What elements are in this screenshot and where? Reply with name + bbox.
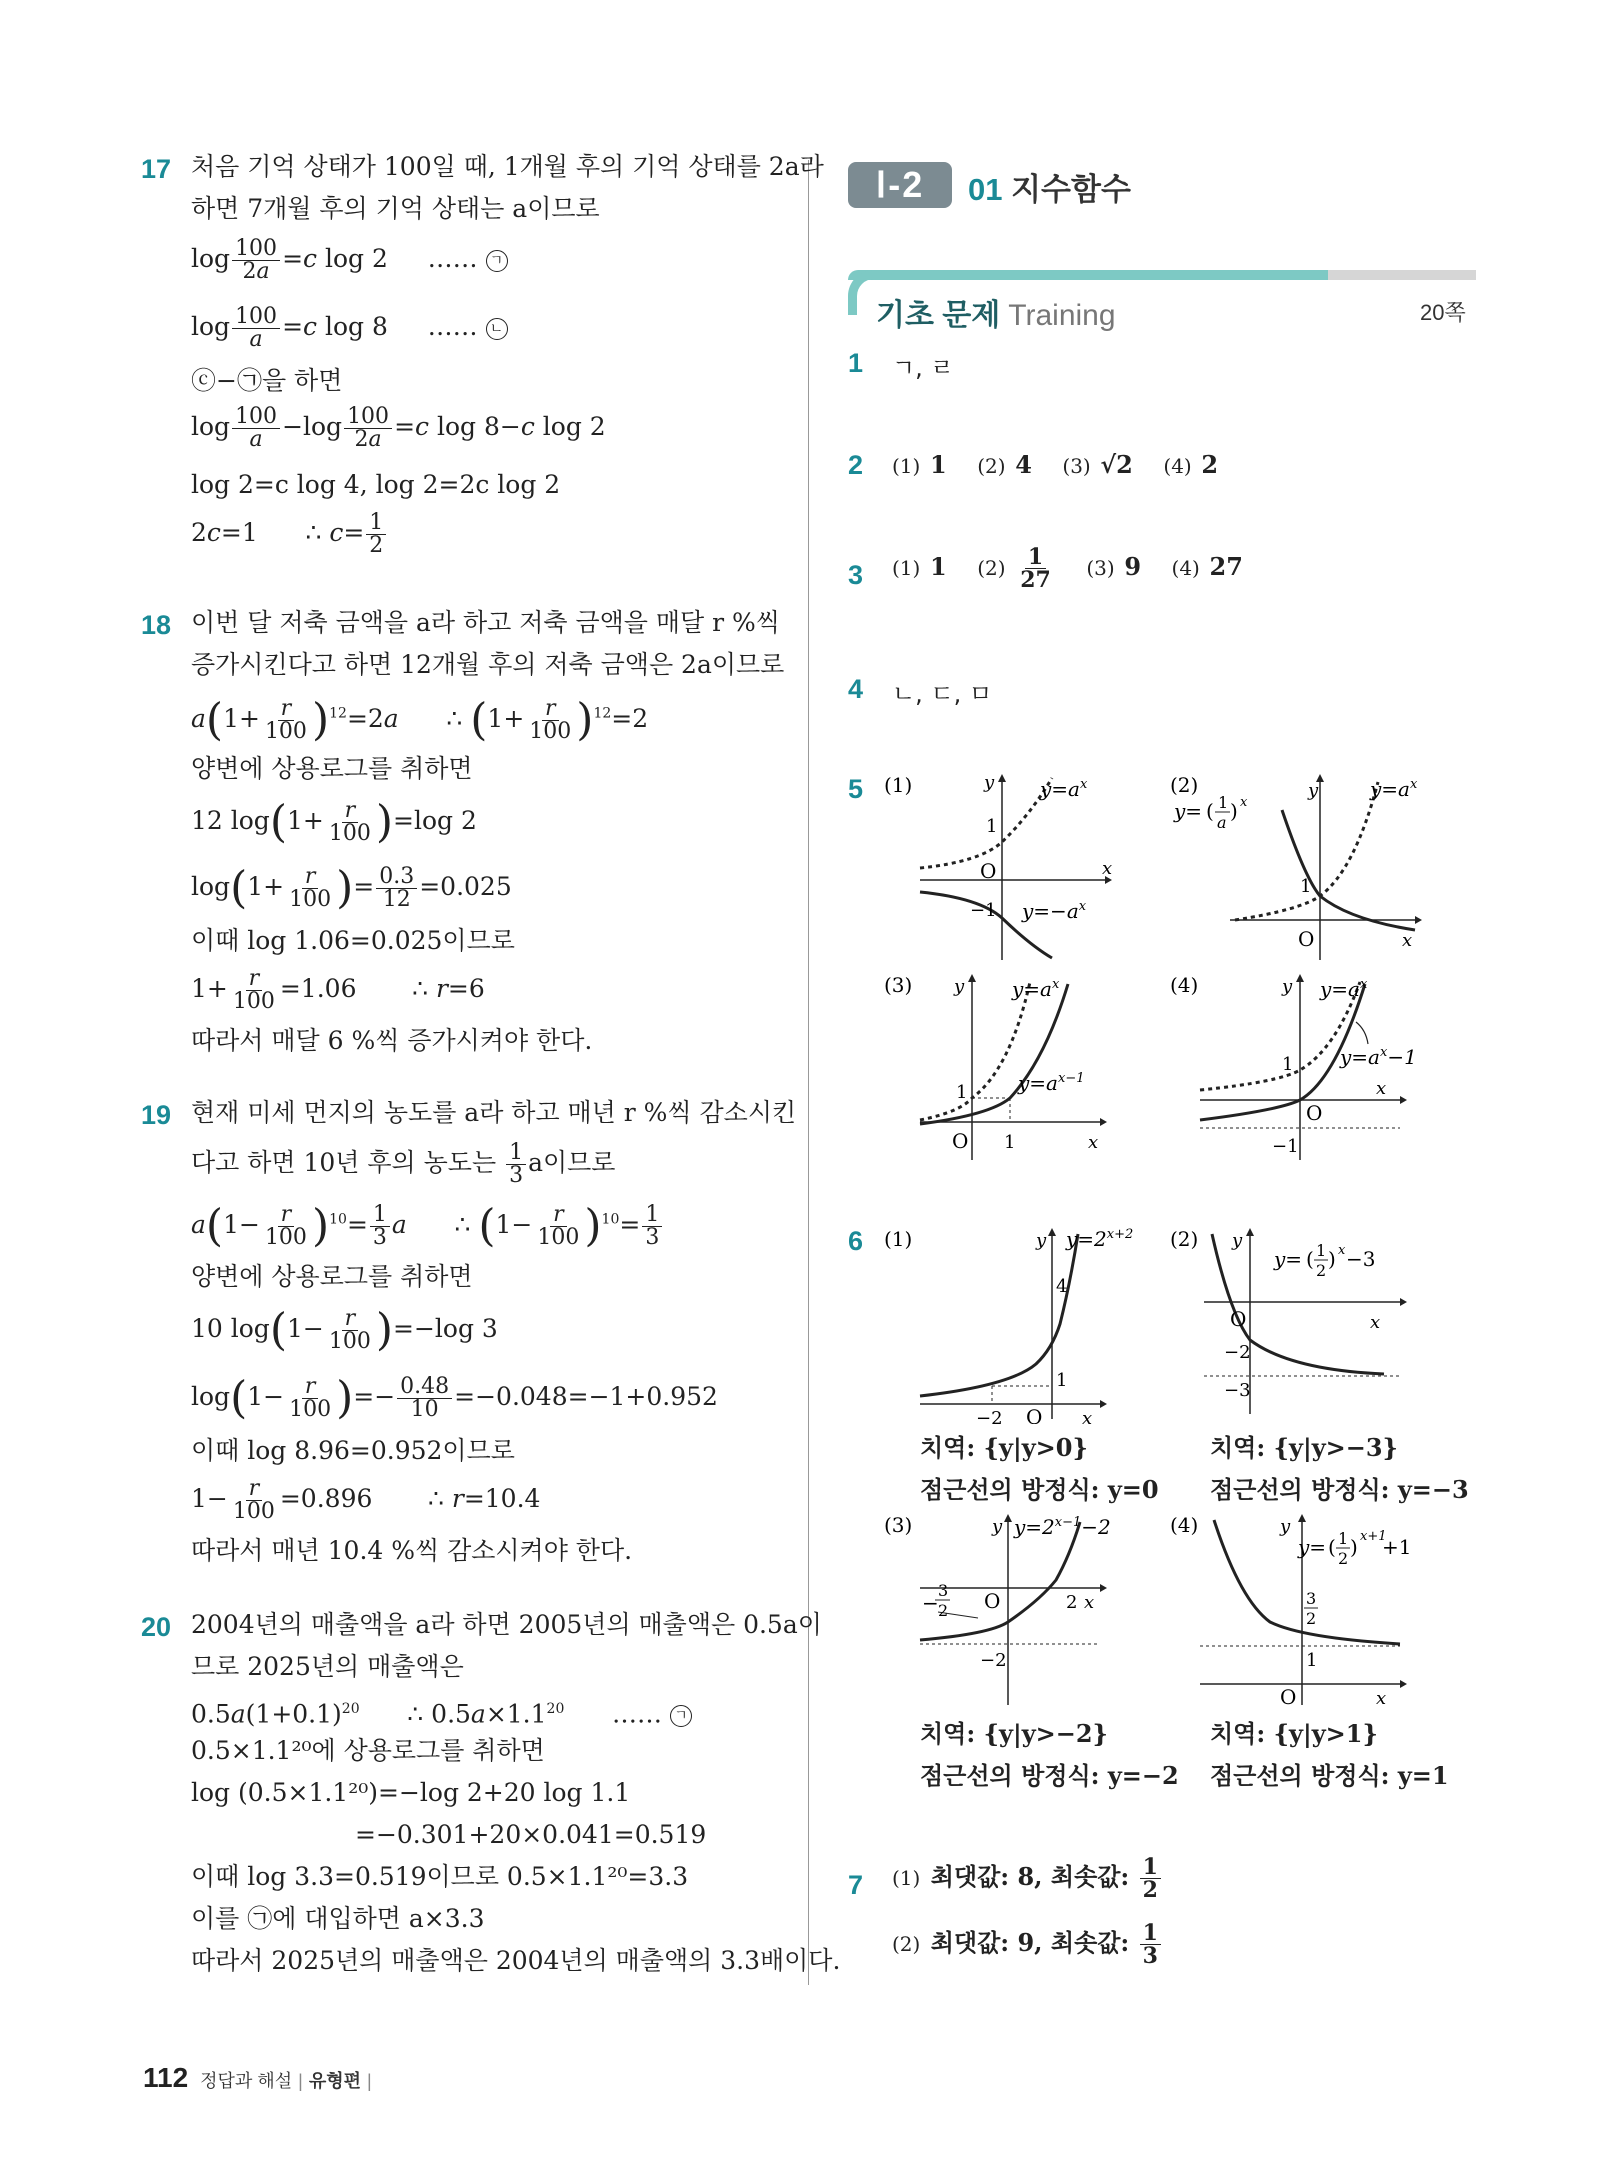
- section-title-en: Training: [1008, 299, 1116, 332]
- svg-text:(: (: [1206, 799, 1214, 823]
- svg-text:O: O: [952, 1129, 969, 1153]
- svg-text:): ): [1328, 1247, 1336, 1271]
- answer-number: 6: [848, 1226, 864, 1256]
- svg-text:y=: y=: [1174, 799, 1203, 823]
- equation-line: 2c=1 ∴ c= $\frac{1}{2}$: [191, 512, 388, 557]
- graph-5-4: [1170, 970, 1430, 1170]
- page-footer: 112 정답과 해설 | 유형편 |: [143, 2062, 372, 2093]
- svg-text:−: −: [922, 1591, 939, 1615]
- equation-line: log $\frac{100}{2a}$ =c log 2 …… ㄱ: [191, 238, 508, 283]
- svg-text:x: x: [1102, 858, 1113, 879]
- svg-text:1: 1: [1218, 793, 1229, 812]
- svg-text:1: 1: [1316, 1241, 1327, 1260]
- solution-line: 하면 7개월 후의 기억 상태는 a이므로: [191, 194, 600, 223]
- svg-text:O: O: [980, 859, 997, 883]
- answer-number: 1: [848, 348, 864, 378]
- svg-text:1: 1: [956, 1082, 968, 1103]
- svg-text:(2): (2): [1170, 1227, 1199, 1251]
- svg-text:y=2x−1−2: $y=2^{x-1}-2$: [1014, 1515, 1111, 1539]
- svg-text:y: y: [992, 1516, 1003, 1537]
- svg-text:y=ax−1: $y=a^x-1$: [1340, 1045, 1417, 1069]
- svg-text:(4): (4): [1170, 1513, 1199, 1537]
- equation-line: 12 log(1+ $\frac{r}{100}$ )=log 2: [191, 796, 477, 848]
- solution-line: 이때 log 3.3=0.519이므로 0.5×1.1²⁰=3.3: [191, 1862, 689, 1891]
- graph-6-2: [1170, 1224, 1450, 1424]
- solution-line: 양변에 상용로그를 취하면: [191, 754, 473, 783]
- book-part: 유형편: [308, 2071, 361, 2091]
- svg-text:x: x: [1376, 1688, 1387, 1709]
- solution-line: 2004년의 매출액을 a라 하면 2005년의 매출액은 0.5a이: [191, 1610, 822, 1639]
- svg-text:O: O: [1026, 1405, 1043, 1424]
- problem-number: 19: [141, 1100, 172, 1130]
- answer-number: 5: [848, 774, 864, 804]
- book-title: 정답과 해설: [200, 2071, 293, 2091]
- sub-label: (1): [884, 773, 913, 797]
- solution-line: 따라서 매년 10.4 %씩 감소시켜야 한다.: [191, 1536, 633, 1565]
- asymptote-6-1: 점근선의 방정식: y=0: [920, 1475, 1159, 1504]
- equation-line: 1+ $\frac{r}{100}$ =1.06 ∴ r=6: [191, 966, 485, 1014]
- section-bar-gray: [1328, 270, 1476, 280]
- svg-text:y=ax: $y=a^x$: [1040, 777, 1088, 801]
- svg-text:x+1: x+1: [1360, 1529, 1387, 1544]
- svg-text:y=ax: $y=a^x$: [1012, 977, 1060, 1001]
- svg-text:2: 2: [938, 1601, 949, 1620]
- answer-text: ㄴ, ㄷ, ㅁ: [892, 680, 993, 708]
- answer-text-2: 최댓값: 9, 최솟값:: [930, 1928, 1130, 1957]
- solution-line: 0.5×1.1²⁰에 상용로그를 취하면: [191, 1736, 545, 1765]
- graph-6-3: [880, 1510, 1140, 1710]
- graph-5-1: [880, 770, 1130, 970]
- svg-text:1: 1: [1282, 1054, 1294, 1075]
- svg-text:x: x: [1376, 1078, 1387, 1099]
- solution-text: a이므로: [528, 1148, 616, 1177]
- svg-text:y: y: [984, 772, 995, 793]
- svg-text:(: (: [1328, 1535, 1336, 1559]
- answer-text: (2) 최댓값: 9, 최솟값: $\frac{1}{3}$: [892, 1922, 1163, 1967]
- svg-text:(3): (3): [884, 1513, 913, 1537]
- range-6-3: 치역: {y|y>−2}: [920, 1719, 1108, 1748]
- equation-line: 10 log(1− $\frac{r}{100}$ )=−log 3: [191, 1304, 498, 1356]
- svg-text:y: y: [1036, 1230, 1047, 1251]
- equation-line: log 2=c log 4, log 2=2c log 2: [191, 470, 561, 499]
- svg-text:O: O: [984, 1589, 1001, 1613]
- solution-line: 따라서 2025년의 매출액은 2004년의 매출액의 3.3배이다.: [191, 1946, 841, 1975]
- graph-6-1: [880, 1224, 1140, 1424]
- equation-line: a(1+ $\frac{r}{100}$ )$^{12}$=2a ∴ (1+ $\frac{r}{100}$ )$^{12}$=2: [191, 694, 649, 746]
- solution-text: 다고 하면 10년 후의 농도는: [191, 1148, 497, 1177]
- svg-text:y: y: [1232, 1230, 1243, 1251]
- page-title: [968, 164, 1131, 209]
- asymptote-6-4: 점근선의 방정식: y=1: [1210, 1761, 1449, 1790]
- svg-text:a: a: [1217, 813, 1227, 832]
- svg-text:−2: −2: [976, 1408, 1003, 1424]
- svg-text:(2): (2): [1170, 773, 1199, 797]
- answer-number: 3: [848, 560, 864, 590]
- solution-line: 이때 log 1.06=0.025이므로: [191, 926, 515, 955]
- section-page-ref: 20쪽: [1420, 300, 1466, 325]
- svg-text:−2: −2: [980, 1650, 1007, 1671]
- graph-5-3: [880, 970, 1130, 1170]
- solution-line: ⓒ−㉠을 하면: [191, 366, 343, 395]
- svg-text:1: 1: [986, 816, 998, 837]
- column-divider: [808, 160, 809, 1985]
- equation-line: a(1− $\frac{r}{100}$ )$^{10}$= $\frac{1}{3}$ a ∴ (1− $\frac{r}{100}$ )$^{10}$= $\frac{1}{3}$: [191, 1204, 664, 1249]
- svg-text:): ): [1230, 799, 1238, 823]
- svg-text:3: 3: [1306, 1589, 1317, 1608]
- svg-text:2: 2: [1306, 1609, 1317, 1628]
- answer-text: ㄱ, ㄹ: [892, 354, 954, 382]
- svg-text:−1: −1: [970, 900, 997, 921]
- answer-number: 7: [848, 1870, 864, 1900]
- svg-text:y=2x+2: $y=2^{x+2}$: [1066, 1227, 1134, 1251]
- problem-number: 17: [141, 154, 172, 184]
- solution-line: 이를 ㉠에 대입하면 a×3.3: [191, 1904, 485, 1933]
- svg-text:(3): (3): [884, 973, 913, 997]
- equation-line: 1− $\frac{r}{100}$ =0.896 ∴ r=10.4: [191, 1476, 541, 1524]
- svg-text:y: y: [1282, 976, 1293, 997]
- svg-text:−2: −2: [1224, 1342, 1251, 1363]
- solution-line: 현재 미세 먼지의 농도를 a라 하고 매년 r %씩 감소시킨: [191, 1098, 797, 1127]
- svg-text:O: O: [1298, 927, 1315, 951]
- range-6-2: 치역: {y|y>−3}: [1210, 1433, 1398, 1462]
- graph-5-2: [1170, 770, 1430, 970]
- svg-text:y=ax: $y=a^x$: [1370, 777, 1418, 801]
- solution-line: 증가시킨다고 하면 12개월 후의 저축 금액은 2a이므로: [191, 650, 785, 679]
- solution-line: 이때 log 8.96=0.952이므로: [191, 1436, 515, 1465]
- svg-text:x: x: [1402, 930, 1413, 951]
- svg-text:y=ax−1: $y=a^{x-1}$: [1018, 1071, 1085, 1095]
- svg-text:(: (: [1306, 1247, 1314, 1271]
- equation-line: =−0.301+20×0.041=0.519: [355, 1820, 707, 1849]
- range-6-4: 치역: {y|y>1}: [1210, 1719, 1378, 1748]
- section-title: [876, 290, 1116, 334]
- equation-line: log $\frac{100}{a}$ −log $\frac{100}{2a}$ =c log 8−c log 2: [191, 404, 606, 452]
- solution-line: 다고 하면 10년 후의 농도는 $\frac{1}{3}$ a이므로: [191, 1140, 616, 1188]
- svg-text:x: x: [1370, 1312, 1381, 1333]
- answer-text: (1) 1 (2) $\frac{1}{27}$ (3) 9 (4) 27: [892, 544, 1243, 593]
- answer-text: (1) 1 (2) 4 (3) √2 (4) 2: [892, 450, 1219, 479]
- equation-line: log(1+ $\frac{r}{100}$ )= $\frac{0.3}{12}$ =0.025: [191, 862, 512, 914]
- solution-line: 따라서 매달 6 %씩 증가시켜야 한다.: [191, 1026, 593, 1055]
- svg-text:x: x: [1082, 1408, 1093, 1424]
- svg-text:x: x: [1088, 1132, 1099, 1153]
- asymptote-6-2: 점근선의 방정식: y=−3: [1210, 1475, 1469, 1504]
- section-title-ko: 기초 문제: [876, 299, 1001, 332]
- svg-text:2: 2: [1338, 1549, 1349, 1568]
- svg-text:): ): [1350, 1535, 1358, 1559]
- solution-line: 양변에 상용로그를 취하면: [191, 1262, 473, 1291]
- svg-text:x: x: [1084, 1592, 1095, 1613]
- svg-text:y=: y=: [1274, 1247, 1303, 1271]
- solution-line: 처음 기억 상태가 100일 때, 1개월 후의 기억 상태를 2a라: [191, 152, 824, 181]
- svg-text:y: y: [954, 976, 965, 997]
- svg-text:O: O: [1280, 1685, 1297, 1709]
- svg-text:1: 1: [1306, 1650, 1318, 1671]
- svg-text:(4): (4): [1170, 973, 1199, 997]
- equation-line: $0.5a(1+0.1)^{20}$ ∴ $0.5a\times 1.1^{20}$ …… ㄱ: [191, 1694, 692, 1729]
- svg-text:x: x: [1240, 795, 1248, 810]
- svg-text:4: 4: [1056, 1276, 1068, 1297]
- equation-line: log $\frac{100}{a}$ =c log 8 …… ㄴ: [191, 306, 508, 351]
- range-6-1: 치역: {y|y>0}: [920, 1433, 1088, 1462]
- page-number: 112: [143, 2062, 189, 2093]
- svg-text:y=−ax: $y=-a^x$: [1022, 899, 1087, 923]
- svg-text:−3: −3: [1346, 1247, 1376, 1271]
- section-bar: [848, 270, 1328, 280]
- graph-6-4: [1170, 1510, 1450, 1710]
- problem-number: 20: [141, 1612, 172, 1642]
- chapter-badge: Ⅰ-2: [848, 162, 952, 208]
- equation-line: log(1− $\frac{r}{100}$ )=− $\frac{0.48}{10}$ =−0.048=−1+0.952: [191, 1372, 718, 1424]
- svg-text:1: 1: [1300, 876, 1312, 897]
- svg-text:2: 2: [1316, 1261, 1327, 1280]
- svg-text:y: y: [1280, 1516, 1291, 1537]
- answer-number: 2: [848, 450, 864, 480]
- svg-text:O: O: [1230, 1307, 1247, 1331]
- svg-text:−3: −3: [1224, 1380, 1251, 1401]
- svg-text:(1): (1): [884, 1227, 913, 1251]
- problem-number: 18: [141, 610, 172, 640]
- solution-line: 이번 달 저축 금액을 a라 하고 저축 금액을 매달 r %씩: [191, 608, 780, 637]
- svg-text:y=: y=: [1298, 1535, 1327, 1559]
- svg-text:y=ax: $y=a^x$: [1320, 977, 1368, 1001]
- svg-text:1: 1: [1056, 1370, 1068, 1391]
- svg-text:x: x: [1338, 1243, 1346, 1258]
- equation-line: log (0.5×1.1²⁰)=−log 2+20 log 1.1: [191, 1778, 631, 1807]
- svg-text:y: y: [1308, 780, 1319, 801]
- svg-text:+1: +1: [1382, 1535, 1412, 1559]
- svg-text:−1: −1: [1272, 1136, 1299, 1157]
- svg-text:1: 1: [1338, 1529, 1349, 1548]
- solution-line: 므로 2025년의 매출액은: [191, 1652, 464, 1681]
- answer-text: (1) 최댓값: 8, 최솟값: $\frac{1}{2}$: [892, 1856, 1163, 1901]
- svg-text:2: 2: [1066, 1592, 1078, 1613]
- chapter-title: 지수함수: [1011, 172, 1131, 207]
- svg-text:1: 1: [1004, 1132, 1016, 1153]
- asymptote-6-3: 점근선의 방정식: y=−2: [920, 1761, 1179, 1790]
- answer-text-1: 최댓값: 8, 최솟값:: [930, 1862, 1130, 1891]
- answer-number: 4: [848, 674, 864, 704]
- svg-text:3: 3: [938, 1581, 949, 1600]
- svg-text:O: O: [1306, 1101, 1323, 1125]
- chapter-number: 01: [968, 172, 1003, 207]
